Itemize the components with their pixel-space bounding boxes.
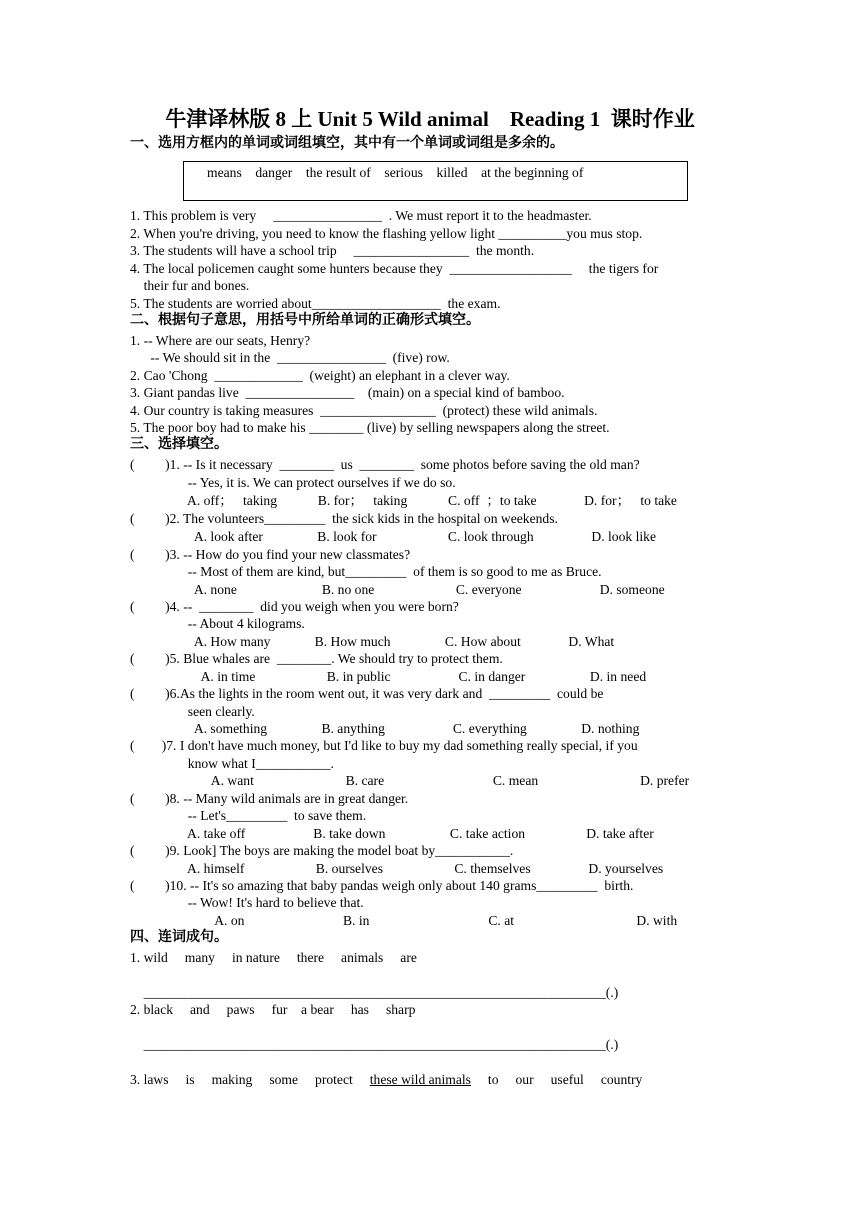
s2-item: -- We should sit in the ________________ (five) row.	[130, 350, 450, 365]
s4-q3-underlined: these wild animals	[369, 1072, 471, 1087]
s2-item: 2. Cao 'Chong _____________ (weight) an elephant in a clever way.	[130, 368, 510, 383]
s3-line: A. off； taking B. for； taking C. off ；to take D. for； to take	[130, 493, 677, 508]
s3-line: -- About 4 kilograms.	[130, 616, 305, 631]
word-box	[183, 161, 688, 201]
s1-item: 4. The local policemen caught some hunters because they __________________ the tigers for	[130, 261, 659, 276]
s3-line: know what I___________.	[130, 756, 334, 771]
s3-line: seen clearly.	[130, 704, 255, 719]
s3-line: A. want B. care C. mean D. prefer	[130, 773, 690, 788]
s3-line: ( )5. Blue whales are ________. We should try to protect them.	[130, 651, 503, 666]
s1-item: 5. The students are worried about___________________ the exam.	[130, 296, 501, 311]
s3-line: A. something B. anything C. everything D. nothing	[130, 721, 640, 736]
s3-line: A. take off B. take down C. take action D. take after	[130, 826, 654, 841]
s3-line: ( )3. -- How do you find your new classmates?	[130, 547, 411, 562]
s3-line: A. How many B. How much C. How about D. What	[130, 634, 615, 649]
s4-q1-answer-line: ____________________________________________________________________(.)	[130, 985, 619, 1000]
s2-item: 5. The poor boy had to make his ________ (live) by selling newspapers along the street.	[130, 420, 610, 435]
s3-line: -- Most of them are kind, but_________ of them is so good to me as Bruce.	[130, 564, 602, 579]
s1-item: their fur and bones.	[130, 278, 250, 293]
s4-q3-words	[130, 1071, 642, 1088]
word-box-text: means danger the result of serious killed at the beginning of	[207, 165, 584, 180]
s3-line: ( )4. -- ________ did you weigh when you were born?	[130, 599, 459, 614]
s2-item: 1. -- Where are our seats, Henry?	[130, 333, 311, 348]
s3-line: ( )2. The volunteers_________ the sick kids in the hospital on weekends.	[130, 511, 558, 526]
s3-line: -- Wow! It's hard to believe that.	[130, 895, 364, 910]
s3-line: ( )7. I don't have much money, but I'd like to buy my dad something really special, if you	[130, 738, 638, 753]
s4-q1-words: 1. wild many in nature there animals are	[130, 950, 417, 965]
s3-line: A. on B. in C. at D. with	[130, 913, 678, 928]
s3-line: A. none B. no one C. everyone D. someone	[130, 582, 665, 597]
s3-line: A. look after B. look for C. look through D. look like	[130, 529, 656, 544]
s4-q3-after: to our useful country	[470, 1072, 643, 1087]
s3-line: ( )9. Look] The boys are making the model boat by___________.	[130, 843, 514, 858]
s1-item: 1. This problem is very ________________ . We must report it to the headmaster.	[130, 208, 592, 223]
s1-item: 2. When you're driving, you need to know the flashing yellow light __________you mus stop.	[130, 226, 643, 241]
s3-line: ( )8. -- Many wild animals are in great danger.	[130, 791, 409, 806]
s4-q3-before: 3. laws is making some protect	[130, 1072, 370, 1087]
s3-line: -- Let's_________ to save them.	[130, 808, 367, 823]
s4-q2-words: 2. black and paws fur a bear has sharp	[130, 1002, 416, 1017]
s4-q2-answer-line: ____________________________________________________________________(.)	[130, 1037, 619, 1052]
s3-line: ( )10. -- It's so amazing that baby pandas weigh only about 140 grams_________ birth.	[130, 878, 634, 893]
s3-line: A. himself B. ourselves C. themselves D. yourselves	[130, 861, 664, 876]
section4-heading: 四、连词成句。	[130, 930, 228, 945]
s3-line: ( )6.As the lights in the room went out, it was very dark and _________ could be	[130, 686, 604, 701]
s2-item: 4. Our country is taking measures _________________ (protect) these wild animals.	[130, 403, 598, 418]
section3-heading: 三、选择填空。	[130, 437, 228, 452]
s2-item: 3. Giant pandas live ________________ (main) on a special kind of bamboo.	[130, 385, 565, 400]
s3-line: ( )1. -- Is it necessary ________ us ________ some photos before saving the old man?	[130, 457, 640, 472]
s3-line: A. in time B. in public C. in danger D. in need	[130, 669, 647, 684]
section2-heading: 二、根据句子意思，用括号中所给单词的正确形式填空。	[130, 313, 480, 328]
section1-heading: 一、选用方框内的单词或词组填空，其中有一个单词或词组是多余的。	[130, 136, 564, 151]
s3-line: -- Yes, it is. We can protect ourselves if we do so.	[130, 475, 456, 490]
s1-item: 3. The students will have a school trip _________________ the month.	[130, 243, 535, 258]
page-title: 牛津译林版 8 上 Unit 5 Wild animal Reading 1 课时作业	[165, 107, 695, 131]
